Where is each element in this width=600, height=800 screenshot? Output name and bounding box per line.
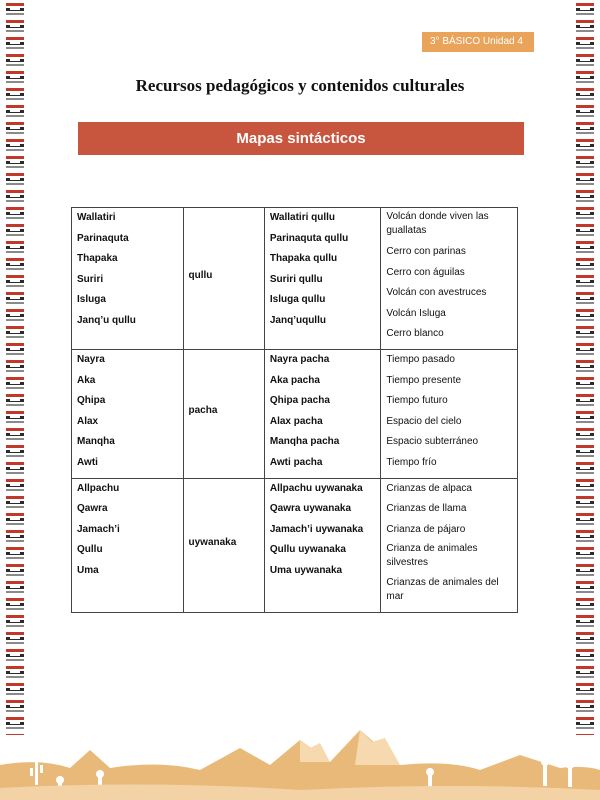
root-words-cell-entry: Alax	[77, 415, 99, 427]
section-banner: Mapas sintácticos	[78, 122, 524, 155]
left-decorative-border	[6, 0, 24, 735]
meanings-cell-entry: Crianzas de alpaca	[386, 482, 472, 494]
table-row	[72, 349, 518, 478]
compound-words-cell-entry: Uma uywanaka	[269, 564, 343, 576]
compound-words-cell-entry: Janq’uqullu	[269, 314, 326, 326]
root-words-cell-entry: Suriri	[77, 273, 104, 285]
root-words-cell-entry: Jamach’i	[77, 523, 120, 535]
meanings-cell-entry: Tiempo presente	[386, 374, 462, 386]
meanings-cell-entry: Crianza de pájaro	[386, 523, 466, 535]
compound-words-cell-entry: Qullu uywanaka	[269, 544, 346, 556]
meanings-cell-entry: Volcán con avestruces	[386, 287, 487, 299]
meanings-cell-entry: Tiempo futuro	[386, 395, 448, 407]
root-words-cell-entry: Parinaquta	[77, 232, 129, 244]
table-row	[72, 208, 518, 350]
root-words-cell	[72, 349, 184, 478]
compound-words-cell-entry: Manqha pacha	[269, 436, 340, 448]
compound-words-cell-entry: Alax pacha	[269, 415, 323, 427]
compound-words-cell-entry: Isluga qullu	[269, 294, 326, 306]
meanings-cell-entry: Crianza de animales silvestres	[386, 543, 478, 569]
root-words-cell	[72, 208, 184, 350]
compound-words-cell-entry: Jamach’i uywanaka	[269, 523, 364, 535]
page-title: Recursos pedagógicos y contenidos culturales	[135, 76, 465, 95]
root-words-cell	[72, 478, 184, 613]
meanings-cell-entry: Crianzas de animales del mar	[386, 577, 499, 603]
meanings-cell-entry: Crianzas de llama	[386, 503, 467, 515]
root-words-cell-entry: Qullu	[77, 544, 103, 556]
compound-words-cell-entry: Allpachu uywanaka	[269, 482, 363, 494]
compound-words-cell-entry: Suriri qullu	[269, 273, 323, 285]
meanings-cell-entry: Volcán donde viven las guallatas	[386, 211, 489, 236]
compound-words-cell-entry: Wallatiri qullu	[269, 212, 336, 223]
suffix-cell-entry: pacha	[188, 405, 218, 417]
compound-words-cell-entry: Thapaka qullu	[269, 253, 338, 265]
meanings-cell-entry: Tiempo pasado	[386, 353, 455, 365]
compound-words-cell	[264, 208, 381, 350]
suffix-cell	[183, 478, 264, 613]
right-decorative-border	[576, 0, 594, 735]
unit-tab: 3° BÁSICO Unidad 4	[422, 32, 534, 52]
footer-landscape-illustration	[0, 710, 600, 800]
meanings-cell	[381, 478, 518, 613]
compound-words-cell-entry: Qhipa pacha	[269, 395, 330, 407]
meanings-cell-entry: Tiempo frío	[386, 456, 437, 468]
root-words-cell-entry: Nayra	[77, 353, 105, 365]
table-row	[72, 478, 518, 613]
meanings-cell-entry: Espacio del cielo	[386, 415, 462, 427]
syntactic-maps-table	[71, 207, 518, 613]
root-words-cell-entry: Awti	[77, 456, 98, 468]
compound-words-cell-entry: Qawra uywanaka	[269, 503, 352, 515]
root-words-cell-entry: Thapaka	[77, 253, 118, 265]
suffix-cell	[183, 208, 264, 350]
root-words-cell-entry: Isluga	[77, 294, 106, 306]
root-words-cell-entry: Manqha	[77, 436, 115, 448]
compound-words-cell	[264, 478, 381, 613]
compound-words-cell-entry: Nayra pacha	[269, 353, 330, 365]
compound-words-cell-entry: Parinaquta qullu	[269, 232, 349, 244]
compound-words-cell-entry: Awti pacha	[269, 456, 323, 468]
meanings-cell	[381, 349, 518, 478]
meanings-cell-entry: Cerro blanco	[386, 328, 444, 340]
meanings-cell-entry: Espacio subterráneo	[386, 436, 479, 448]
root-words-cell-entry: Allpachu	[77, 482, 120, 494]
compound-words-cell	[264, 349, 381, 478]
meanings-cell-entry: Cerro con águilas	[386, 266, 465, 278]
root-words-cell-entry: Aka	[77, 374, 96, 386]
suffix-cell-entry: qullu	[188, 270, 213, 282]
root-words-cell-entry: Janq’u qullu	[77, 314, 136, 326]
root-words-cell-entry: Uma	[77, 564, 99, 576]
suffix-cell-entry: uywanaka	[188, 537, 237, 549]
compound-words-cell-entry: Aka pacha	[269, 374, 320, 386]
meanings-cell	[381, 208, 518, 350]
root-words-cell-entry: Qawra	[77, 503, 108, 515]
root-words-cell-entry: Qhipa	[77, 395, 106, 407]
meanings-cell-entry: Cerro con parinas	[386, 246, 466, 257]
meanings-cell-entry: Volcán Isluga	[386, 307, 446, 319]
suffix-cell	[183, 349, 264, 478]
root-words-cell-entry: Wallatiri	[77, 212, 116, 223]
